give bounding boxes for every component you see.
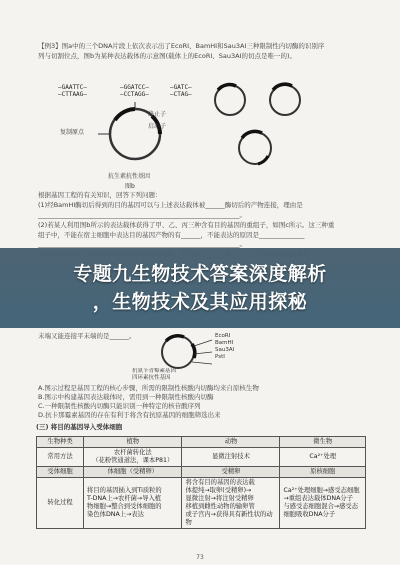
example-line-1: 【例3】图a中的三个DNA片段上依次表示出了EcoRⅠ、BamHⅠ和Sau3AⅠ三种限制性内切酶的识别序 xyxy=(38,42,325,50)
methods-table xyxy=(36,436,366,529)
table-row xyxy=(37,448,366,467)
label-origin: 复制原点 xyxy=(60,129,85,136)
label-terminator: 终止子 xyxy=(148,111,167,118)
question-1: (1)经BamHⅠ酶切后得到的目的基因可以与上述表达载体被______酶切后的产物连接，理由是 xyxy=(38,201,303,209)
question-2-cont2: ______________________________________________________________。 xyxy=(38,240,246,248)
table-cell: 受精卵 xyxy=(182,467,280,478)
plasmid-diagram-b xyxy=(80,92,190,182)
option-d: D.抗卡那霉素基因的存在有利于将含有抗原基因的细胞筛选出来 xyxy=(38,411,221,419)
table-row-label: 常用方法 xyxy=(37,448,84,467)
option-a: A.图示过程是基因工程的核心步骤，所需的限制性核酸内切酶均来自原核生物 xyxy=(38,384,259,392)
table-title: (三) 将目的基因导入受体细胞 xyxy=(36,423,123,431)
label-antibiotic-gene: 抗生素抗性基因 xyxy=(108,173,151,180)
table-row xyxy=(37,478,366,529)
table-row xyxy=(37,467,366,478)
table-cell: 原核细胞 xyxy=(280,467,366,478)
option-b: B.图示中构建基因表达载体时，需用到一种限制性核酸内切酶 xyxy=(38,393,214,401)
caption-fig-b: 图b xyxy=(125,183,135,190)
table-header-cell: 动物 xyxy=(182,437,280,448)
table-header-cell: 微生物 xyxy=(280,437,366,448)
banner-title-line-2: ，生物技术及其应用探秘 xyxy=(92,291,308,313)
plasmid-gene-labels: 抗氨苄青霉素基因 四环素抗性基因 xyxy=(132,368,177,381)
sequence-sau3ai: —GATC— —CTAG— xyxy=(170,84,192,98)
sequence-bamhi: —GGATCC— —CCTAGG— xyxy=(120,84,149,98)
plasmid-site-labels: EcoRⅠ BamHⅠ Sau3AⅠ PstⅠ xyxy=(215,333,235,360)
mid-text: 末端又能连接平末端的是______。 xyxy=(38,332,136,340)
table-cell: 将目的基因插入到Ti质粒的 T-DNA上→农杆菌→导入植 物细胞→整合到受体细胞的 染色体DNA上→表达 xyxy=(84,478,182,529)
title-banner xyxy=(0,248,400,328)
table-cell: 体细胞（受精卵） xyxy=(84,467,182,478)
table-cell: Ca²⁺处理细胞→感受态细胞 →重组表达载体DNA分子 与感受态细胞混合→感受态 细胞吸收DNA分子 xyxy=(280,478,366,529)
table-row-label: 转化过程 xyxy=(37,478,84,529)
page-number: 73 xyxy=(196,554,204,561)
table-cell: 农杆菌转化法 （花粉管通道法，课本P81） xyxy=(84,448,182,467)
sequence-ecori: —GAATTC— —CTTAAG— xyxy=(58,84,87,98)
question-1-cont: ______________________________________________________________。 xyxy=(38,211,246,219)
question-intro: 根据基因工程的有关知识，回答下列问题： xyxy=(38,191,162,199)
table-cell: 显微注射技术 xyxy=(182,448,280,467)
question-2-cont: 组子中，不能在宿主细胞中表达目的基因产物的有______，不能表达的原因是______________ xyxy=(38,231,305,239)
table-header-row xyxy=(37,437,366,448)
question-2: (2)若某人利用图b所示的表达载体获得了甲、乙、丙三种含有目的基因的重组子，如图c所示。这三种重 xyxy=(38,221,335,229)
table-header-cell: 植物 xyxy=(84,437,182,448)
plasmid-diagrams-c xyxy=(200,78,360,188)
table-cell: Ca²⁺处理 xyxy=(280,448,366,467)
banner-title-line-1: 专题九生物技术答案深度解析 xyxy=(73,263,327,285)
table-header-cell: 生物种类 xyxy=(37,437,84,448)
label-promoter: 启动子 xyxy=(148,123,167,130)
option-c: C.一种限制性核酸内切酶只能识别一种特定的核苷酸序列 xyxy=(38,402,201,410)
example-line-2: 列与切割位点，图b为某种表达载体的示意图(载体上的EcoRⅠ、Sau3AⅠ的切点是唯一的)。 xyxy=(38,52,297,60)
table-cell: 将含有目的基因的表达载 体提纯→取卵(受精卵)→ 显微注射→将注射受精卵 移植到雌性动物的输卵管 或子宫内→获得具有新性状的动物 xyxy=(182,478,280,529)
table-row-label: 受体细胞 xyxy=(37,467,84,478)
